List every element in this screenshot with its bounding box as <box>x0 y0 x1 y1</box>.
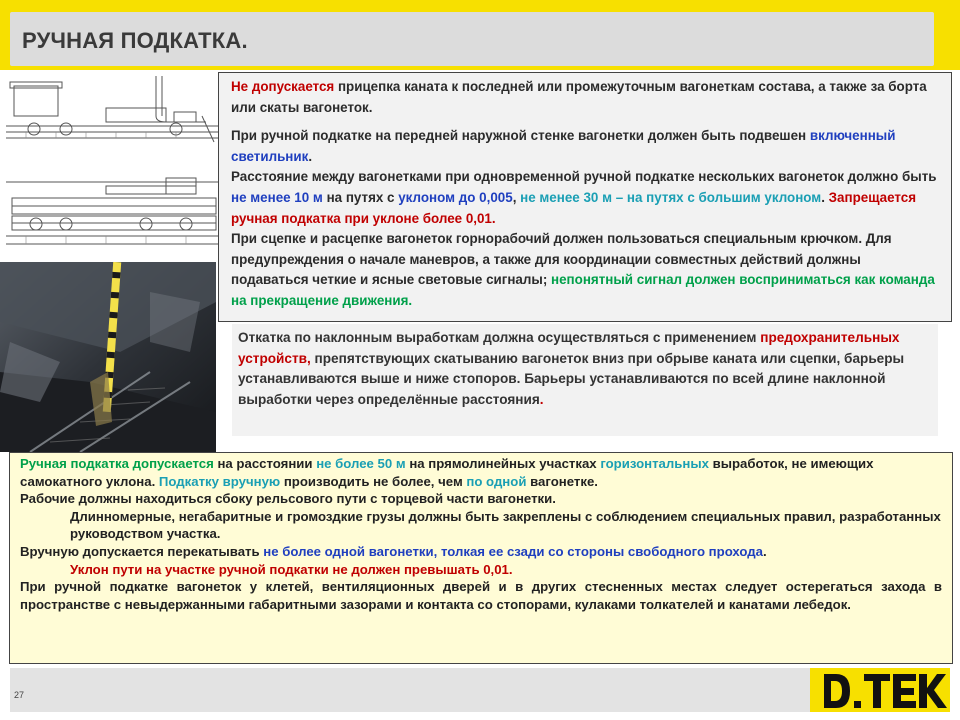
rule-paragraph-4: При сцепке и расцепке вагонеток горнорабочий должен пользоваться специальным крючком. Для предупреждения о начале маневров, а также для координации совместных действий должны подаваться четкие и ясные световые сигналы; непонятный сигнал должен восприниматься как команда на прекращение движения. <box>231 231 935 308</box>
dtek-logo <box>820 670 950 712</box>
rules-box-manual-push <box>9 452 953 664</box>
page-number: 27 <box>14 690 25 700</box>
rules-box-main <box>218 72 952 322</box>
rule-bottom-1: Ручная подкатка допускается на расстоянии не более 50 м на прямолинейных участках горизонтальных выработок, не имеющих самокатного уклона. Подкатку вручную производить не более, чем по одной вагонетке. <box>20 456 874 489</box>
mine-tunnel-photo <box>0 262 216 452</box>
rule-bottom-6: При ручной подкатке вагонеток у клетей, вентиляционных дверей и в других стесненных местах следует остерегаться захода в пространстве с невыдержанными габаритными зазорами и контакта со стопорами, кулаками толкателей и канатами лебедок. <box>20 579 942 612</box>
title-bar <box>0 0 960 70</box>
footer-bar <box>10 668 810 712</box>
rule-bottom-4: Вручную допускается перекатывать не более одной вагонетки, толкая ее сзади со стороны свободного прохода. <box>20 543 767 559</box>
rule-bottom-3: Длинномерные, негабаритные и громоздкие грузы должны быть закреплены с соблюдением специальных правил, разработанных руководством участка. <box>70 508 941 542</box>
rule-paragraph-2: При ручной подкатке на передней наружной стенке вагонетки должен быть подвешен включенный светильник. <box>231 128 896 164</box>
rule-bottom-5: Уклон пути на участке ручной подкатки не должен превышать 0,01. <box>70 561 513 577</box>
rules-box-incline: Откатка по наклонным выработкам должна осуществляться с применением предохранительных устройств, препятствующих скатыванию вагонеток вниз при обрыве каната или сцепки, барьеры устанавливаются выше и ниже стопоров. Барьеры устанавливаются по всей длине наклонной выработки через определённые расстояния. <box>232 324 938 436</box>
page-title: РУЧНАЯ ПОДКАТКА. <box>22 28 248 53</box>
mine-cart-drawing <box>6 72 218 260</box>
rule-paragraph-3: Расстояние между вагонетками при одновременной ручной подкатке нескольких вагонеток должно быть не менее 10 м на путях с уклоном до 0,005, не менее 30 м – на путях с большим уклоном. Запрещается ручная подкатка при уклоне более 0,01. <box>231 169 937 226</box>
rule-bottom-2: Рабочие должны находиться сбоку рельсового пути с торцевой части вагонетки. <box>20 491 556 507</box>
rule-paragraph-1: Не допускается прицепка каната к последней или промежуточным вагонеткам состава, а также за борта или скаты вагонеток. <box>231 79 927 115</box>
title-panel <box>10 12 934 66</box>
